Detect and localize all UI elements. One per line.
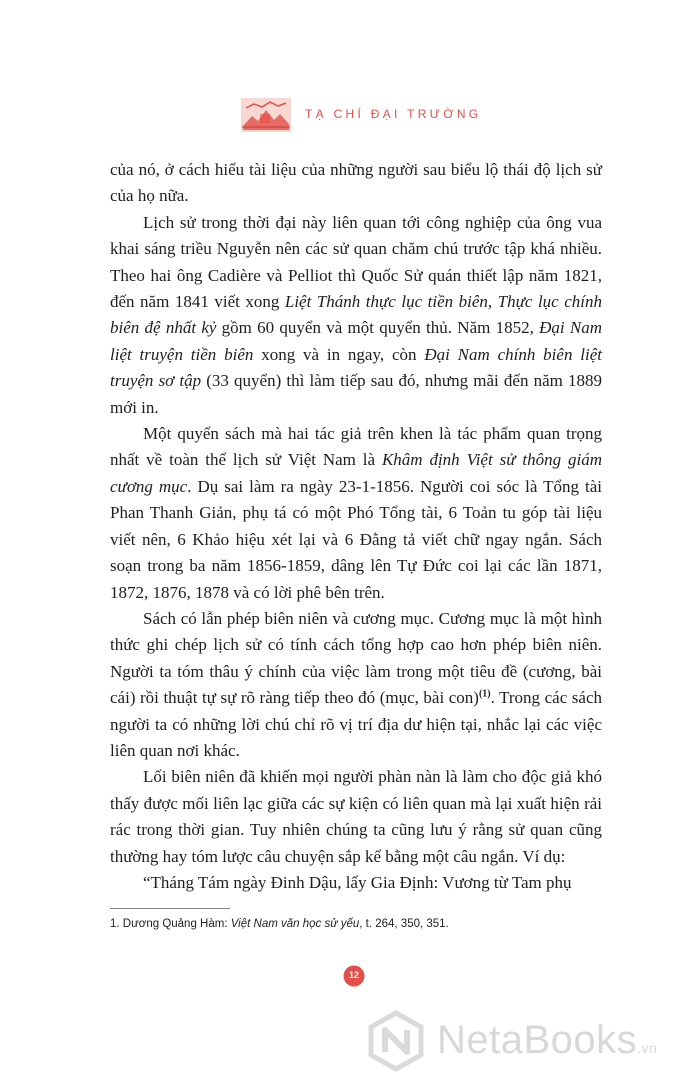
- watermark: [365, 1010, 685, 1072]
- page-number-badge: [343, 965, 365, 987]
- book-author: TẠ CHÍ ĐẠI TRƯỜNG: [305, 107, 482, 121]
- paragraph-2: Lịch sử trong thời đại này liên quan tới công nghiệp của ông vua khai sáng triều Nguyễn nên các sử quan chăm chú trước tập khá nhiều. Theo hai ông Cadière và Pelliot thì Quốc Sử quán thiết lập năm 1821, đến năm 1841 viết xong Liệt Thánh thực lục tiền biên, Thực lục chính biên đệ nhất kỷ gồm 60 quyển và một quyển thủ. Năm 1852, Đại Nam liệt truyện tiền biên xong và in ngay, còn Đại Nam chính biên liệt truyện sơ tập (33 quyển) thì làm tiếp sau đó, nhưng mãi đến năm 1889 mới in.: [110, 212, 603, 417]
- paragraph-1: của nó, ở cách hiểu tài liệu của những người sau biểu lộ thái độ lịch sử của họ nữa.: [110, 160, 602, 206]
- paragraph-5: Lối biên niên đã khiến mọi người phàn nàn là làm cho độc giả khó thấy được mối liên lạc giữa các sự kiện có liên quan mà lại xuất hiện rải rác trong thời gian. Tuy nhiên chúng ta cũng lưu ý rằng sử quan cũng thường hay tóm lược câu chuyện sắp kể bằng một câu ngắn. Ví dụ:: [110, 767, 602, 866]
- page-body: [110, 157, 602, 896]
- footnote-reference[interactable]: (1): [478, 688, 491, 700]
- footnote-1: 1. Dương Quảng Hàm: Việt Nam văn học sử yếu, t. 264, 350, 351.: [110, 918, 449, 930]
- page-number: 12: [348, 970, 359, 980]
- footnote-divider: [110, 908, 230, 909]
- paragraph-3: Một quyển sách mà hai tác giả trên khen là tác phẩm quan trọng nhất về toàn thể lịch sử Việt Nam là Khâm định Việt sử thông giám cương mục. Dụ sai làm ra ngày 23-1-1856. Người coi sóc là Tổng tài Phan Thanh Giản, phụ tá có một Phó Tổng tài, 6 Toản tu góp tài liệu viết nên, 6 Khảo hiệu xét lại và 6 Đằng tả viết chữ ngay ngắn. Sách soạn trong ba năm 1856-1859, dâng lên Tự Đức coi lại các lần 1871, 1872, 1876, 1878 và có lời phê bên trên.: [110, 424, 602, 602]
- paragraph-4: Sách có lẫn phép biên niên và cương mục. Cương mục là một hình thức ghi chép lịch sử có tính cách tổng hợp cao hơn phép biên niên. Người ta tóm thâu ý chính của việc làm trong một tiêu đề (cương, bài cái) rồi thuật tự sự rõ ràng tiếp theo đó (mục, bài con)$^{(1)}$. Trong các sách người ta có những lời chú chỉ rõ vị trí địa dư hiện tại, nhắc lại các việc liên quan nơi khác.: [110, 608, 602, 760]
- netabooks-logo-icon: [365, 1010, 427, 1072]
- header-emblem-icon: [240, 96, 292, 134]
- paragraph-6: “Tháng Tám ngày Đinh Dậu, lấy Gia Định: Vương từ Tam phụ: [143, 872, 572, 892]
- watermark-text: NetaBooks.vn: [437, 1018, 658, 1062]
